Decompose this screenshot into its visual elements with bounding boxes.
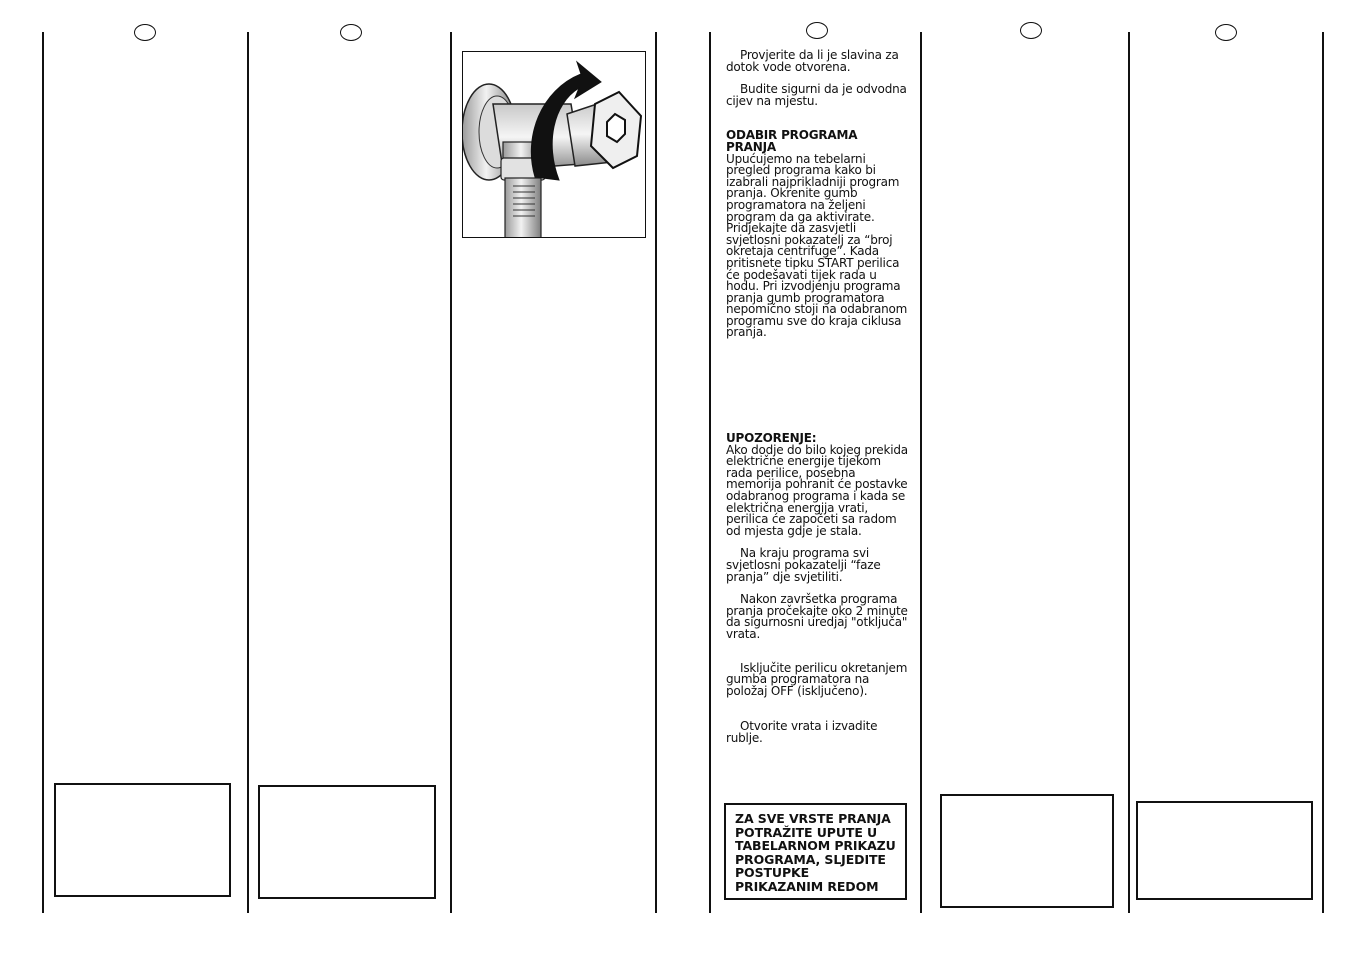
empty-frame xyxy=(1136,801,1313,900)
water-tap-icon xyxy=(463,52,646,238)
column-divider-3 xyxy=(450,32,452,913)
column-divider-8 xyxy=(1322,32,1324,913)
warning-heading: UPOZORENJE: xyxy=(726,431,817,446)
drain-hose-paragraph: Budite sigurni da je odvodna cijev na mjestu. xyxy=(726,82,907,108)
language-indicator-oval xyxy=(134,24,156,41)
column-divider-4 xyxy=(655,32,657,913)
program-table-note-text: ZA SVE VRSTE PRANJA POTRAŽITE UPUTE U TABELARNOM PRIKAZU PROGRAMA, SLJEDITE POSTUPKE PRIKAZANIM REDOM xyxy=(735,811,896,894)
tap-check-paragraph: Provjerite da li je slavina za dotok vode otvorena. xyxy=(726,48,899,74)
program-selection-paragraph: Upućujemo na tebelarni pregled programa kako bi izabrali najprikladniji program pranja. Okrenite gumb programatora na željeni program da ga aktivirate. Pridjekajte da zasvjetli svjetlosni pokazatelj za “broj okretaja centrifuge”. Kada pritisnete tipku START perilica će podešavati tijek rada u hodu. Pri izvodjenju programa pranja gumb programatora nepomično stoji na odabranom programu sve do kraja ciklusa pranja. xyxy=(726,151,908,340)
program-table-note-box xyxy=(724,803,907,900)
remove-laundry-paragraph: Otvorite vrata i izvadite rublje. xyxy=(726,719,878,745)
column-divider-1 xyxy=(42,32,44,913)
instructions-column xyxy=(726,50,910,745)
language-indicator-oval xyxy=(806,22,828,39)
empty-frame xyxy=(54,783,231,897)
tap-illustration xyxy=(462,51,646,238)
column-divider-6 xyxy=(920,32,922,913)
empty-frame xyxy=(258,785,436,899)
switch-off-paragraph: Isključite perilicu okretanjem gumba programatora na položaj OFF (isključeno). xyxy=(726,660,908,698)
warning-paragraph: Ako dodje do bilo kojeg prekida električne energije tijekom rada perilice, posebna memorija pohranit će postavke odabranog programa i kada se električna energija vrati, perilica će započeti sa radom od mjesta gdje je stala. xyxy=(726,442,908,538)
column-divider-5 xyxy=(709,32,711,913)
language-indicator-oval xyxy=(1215,24,1237,41)
door-unlock-paragraph: Nakon završetka programa pranja pročekajte oko 2 minute da sigurnosni uredjaj "otključa" vrata. xyxy=(726,592,908,641)
program-end-paragraph: Na kraju programa svi svjetlosni pokazatelji “faze pranja” dje svjetiliti. xyxy=(726,546,881,584)
empty-frame xyxy=(940,794,1114,908)
language-indicator-oval xyxy=(1020,22,1042,39)
column-divider-7 xyxy=(1128,32,1130,913)
program-selection-heading: ODABIR PROGRAMA PRANJA xyxy=(726,128,858,154)
column-divider-2 xyxy=(247,32,249,913)
language-indicator-oval xyxy=(340,24,362,41)
